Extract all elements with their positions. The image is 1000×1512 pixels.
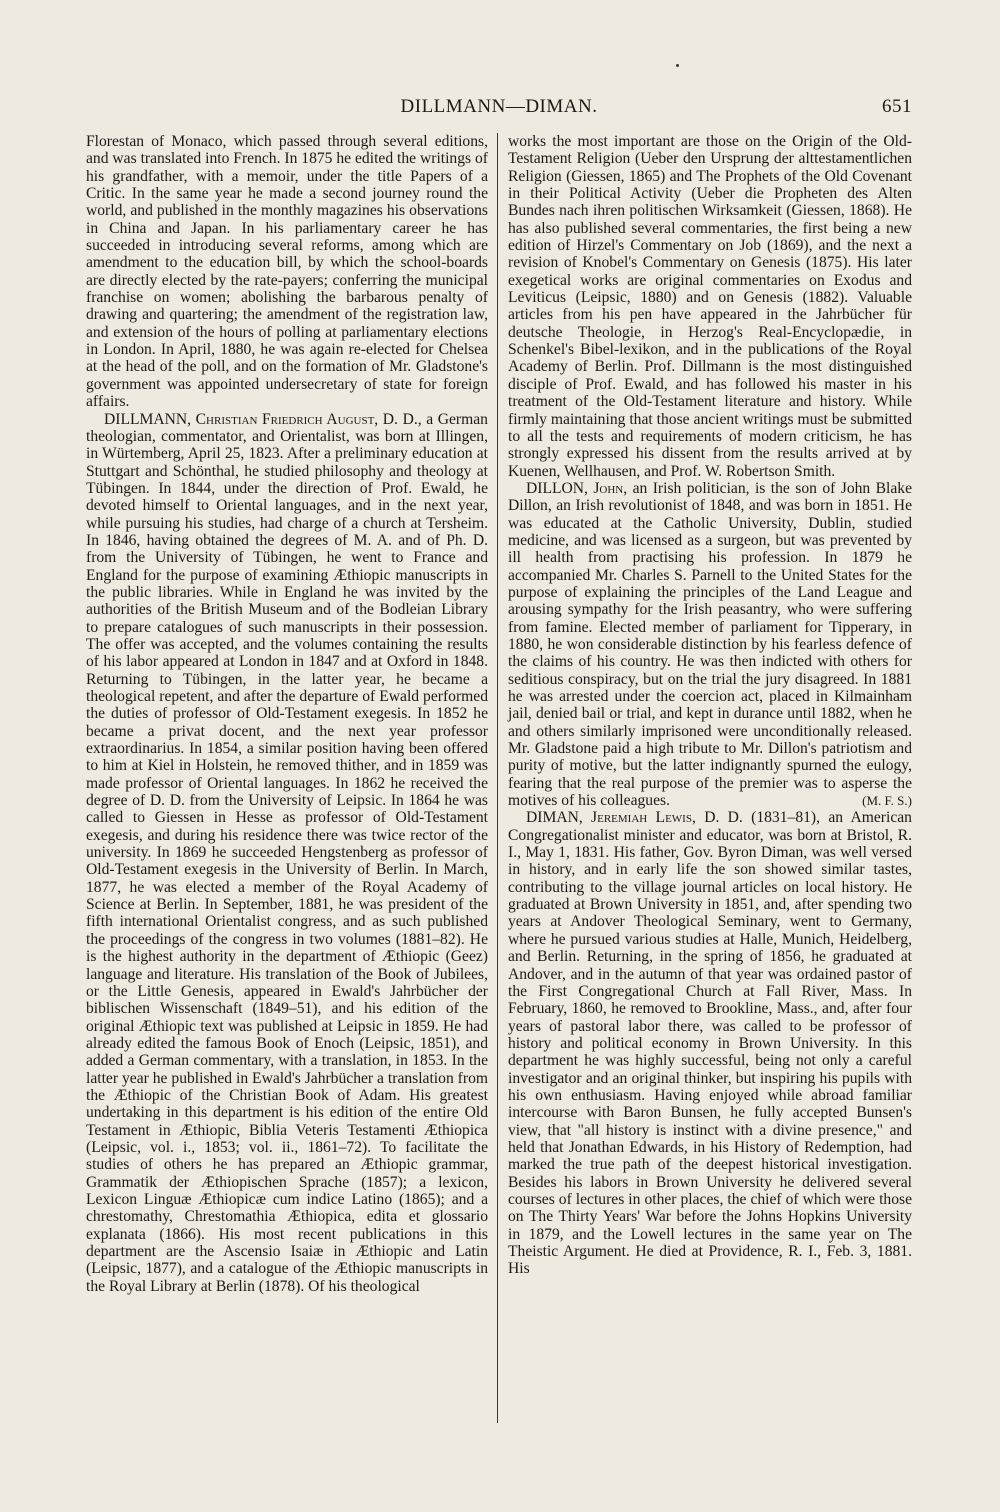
entry-body: D. D., a German theologian, commentator, and Orientalist, was born at Illingen, in Würtemberg, April 25, 1823. After a preliminary education at Stuttgart and Schönthal, he studied philosophy and theology at Tübingen. In 1844, under the direction of Prof. Ewald, he devoted himself to Oriental languages, and in the next year, while pursuing his studies, had charge of a church at Tersheim. In 1846, having obtained the degrees of M. A. and of Ph. D. from the University of Tübingen, he went to France and England for the purpose of examining Æthiopic manuscripts in the public libraries. While in England he was invited by the authorities of the British Museum and of the Bodleian Library to prepare catalogues of such manuscripts in their possession. The offer was accepted, and the volumes containing the results of his labor appeared at London in 1847 and at Oxford in 1848. Returning to Tübingen, in the latter year, he became a theological repetent, and after the departure of Ewald performed the duties of professor of Old-Testament exegesis. In 1852 he became a privat docent, and the next year professor extraordinarius. In 1854, a similar position having been offered to him at Kiel in Holstein, he removed thither, and in 1859 was made professor of Oriental languages. In 1862 he received the degree of D. D. from the University of Leipsic. In 1864 he was called to Giessen in Hesse as professor of Old-Testament exegesis, and during his residence there was twice rector of the university. In 1869 he succeeded Hengstenberg as professor of Old-Testament exegesis in the University of Berlin. In March, 1877, he was elected a member of the Royal Academy of Science at Berlin. In September, 1881, he was president of the fifth international Orientalist congress, and as such published the proceedings of the congress in two volumes (1881–82). He is the highest authority in the department of Æthiopic (Geez) language and literature. His translation of the Book of Jubilees, or the Little Genesis, appeared in Ewald's Jahrbücher der biblischen Wissenschaft (1849–51), and his edition of the original Æthiopic text was published at Leipsic in 1859. He had already edited the famous Book of Enoch (Leipsic, 1851), and added a German commentary, with a translation, in 1853. In the latter year he published in Ewald's Jahrbücher a translation from the Æthiopic of the Christian Book of Adam. His greatest undertaking in this department is his edition of the entire Old Testament in Æthiopic, Biblia Veteris Testamenti Æthiopica (Leipsic, vol. i., 1853; vol. ii., 1861–72). To facilitate the studies of others he has prepared an Æthiopic grammar, Grammatik der Æthiopischen Sprache (1857); a lexicon, Lexicon Linguæ Æthiopicæ cum indice Latino (1865); and a chrestomathy, Chrestomathia Æthiopica, edita et glossario explanata (1866). His most recent publications in this department are the Ascensio Isaiæ in Æthiopic and Latin (Leipsic, 1877), and a catalogue of the Æthiopic manuscripts in the Royal Library at Berlin (1878). Of his theological — [86, 410, 488, 1295]
author-initials: (M. F. S.) — [862, 793, 912, 809]
entry-headword: DILLON, John, — [526, 479, 628, 497]
column-divider — [497, 133, 498, 1423]
entry-dillmann — [86, 411, 488, 1296]
entry-headword: DILLMANN, Christian Friedrich August, — [104, 410, 379, 428]
right-column — [508, 133, 912, 1278]
entry-body: an Irish politician, is the son of John Blake Dillon, an Irish revolutionist of 1848, and was born in 1851. He was educated at the Catholic University, Dublin, studied medicine, and was licensed as a surgeon, but was prevented by ill health from practising his profession. In 1879 he accompanied Mr. Charles S. Parnell to the United States for the purpose of explaining the principles of the Land League and arousing sympathy for the Irish peasantry, who were suffering from famine. Elected member of parliament for Tipperary, in 1880, he won considerable distinction by his fearless defence of the claims of his country. He was then indicted with others for seditious conspiracy, but on the trial the jury disagreed. In 1881 he was arrested under the coercion act, placed in Kilmainham jail, denied bail or trial, and kept in durance until 1882, when he and others similarly imprisoned were unconditionally released. Mr. Gladstone paid a high tribute to Mr. Dillon's patriotism and purity of motive, but the latter indignantly spurned the eulogy, fearing that the real purpose of the premier was to asperse the motives of his colleagues. — [508, 479, 913, 810]
page-header — [86, 96, 912, 122]
paragraph-dilke-continuation: Florestan of Monaco, which passed through several editions, and was translated into French. In 1875 he edited the writings of his grandfather, with a memoir, under the title Papers of a Critic. In the same year he made a second journey round the world, and published in the monthly magazines his observations in China and Japan. In his parliamentary career he has succeeded in introducing several reforms, among which are amendment to the education bill, by which the school-boards are directly elected by the rate-payers; conferring the municipal franchise on women; abolishing the barbarous penalty of drawing and quartering; the amendment of the registration law, and extension of the hours of polling at parliamentary elections in London. In April, 1880, he was again re-elected for Chelsea at the head of the poll, and on the formation of Mr. Gladstone's government was appointed undersecretary of state for foreign affairs. — [86, 133, 488, 411]
entry-dillon — [508, 480, 912, 810]
entry-diman — [508, 809, 912, 1277]
page-number: 651 — [882, 96, 912, 117]
entry-body: D. D. (1831–81), an American Congregationalist minister and educator, was born at Bristol, R. I., May 1, 1831. His father, Gov. Byron Diman, was well versed in history, and in early life the son showed similar tastes, contributing to the village journal articles on local history. He graduated at Brown University in 1851, and, after spending two years at Andover Theological Seminary, went to Germany, where he pursued various studies at Halle, Munich, Heidelberg, and Berlin. Returning, in the spring of 1856, he graduated at Andover, and in the autumn of that year was ordained pastor of the First Congregational Church at Fall River, Mass. In February, 1860, he removed to Brookline, Mass., and, after four years of pastoral labor there, was called to be professor of history and political economy in Brown University. In this department he was highly successful, being not only a careful investigator and an original thinker, but inspiring his pupils with his own enthusiasm. Having enjoyed while abroad familiar intercourse with Baron Bunsen, he fully accepted Bunsen's view, that "all history is instinct with a divine presence," and held that Jonathan Edwards, in his History of Redemption, had marked the true path of the deepest historical investigation. Besides his labors in Brown University he delivered several courses of lectures in other places, the chief of which were those on The Thirty Years' War before the Johns Hopkins University in 1879, and the Lowell lectures in the same year on The Theistic Argument. He died at Providence, R. I., Feb. 3, 1881. His — [508, 809, 912, 1278]
paragraph-dillmann-continuation: works the most important are those on the Origin of the Old-Testament Religion (Ueber den Ursprung der alttestamentlichen Religion (Giessen, 1865) and The Prophets of the Old Covenant in their Political Activity (Ueber die Propheten des Alten Bundes nach ihren politischen Wirksamkeit (Giessen, 1868). He has also published several commentaries, the first being a new edition of Hirzel's Commentary on Job (1869), and the next a revision of Knobel's Commentary on Genesis (1875). His later exegetical works are original commentaries on Exodus and Leviticus (Leipsic, 1880) and on Genesis (1882). Valuable articles from his pen have appeared in the Jahrbücher für deutsche Theologie, in Herzog's Real-Encyclopædie, in Schenkel's Bibel-lexikon, and in the publications of the Royal Academy of Berlin. Prof. Dillmann is the most distinguished disciple of Prof. Ewald, and has followed his master in his treatment of the Old-Testament literature and history. While firmly maintaining that those ancient writings must be submitted to all the tests and requirements of modern criticism, he has strongly expressed his dissent from the results arrived at by Kuenen, Wellhausen, and Prof. W. Robertson Smith. — [508, 133, 912, 480]
entry-headword: DIMAN, Jeremiah Lewis, — [526, 809, 696, 827]
left-column — [86, 133, 488, 1295]
print-speck — [676, 64, 679, 67]
running-title: DILLMANN—DIMAN. — [400, 96, 598, 117]
